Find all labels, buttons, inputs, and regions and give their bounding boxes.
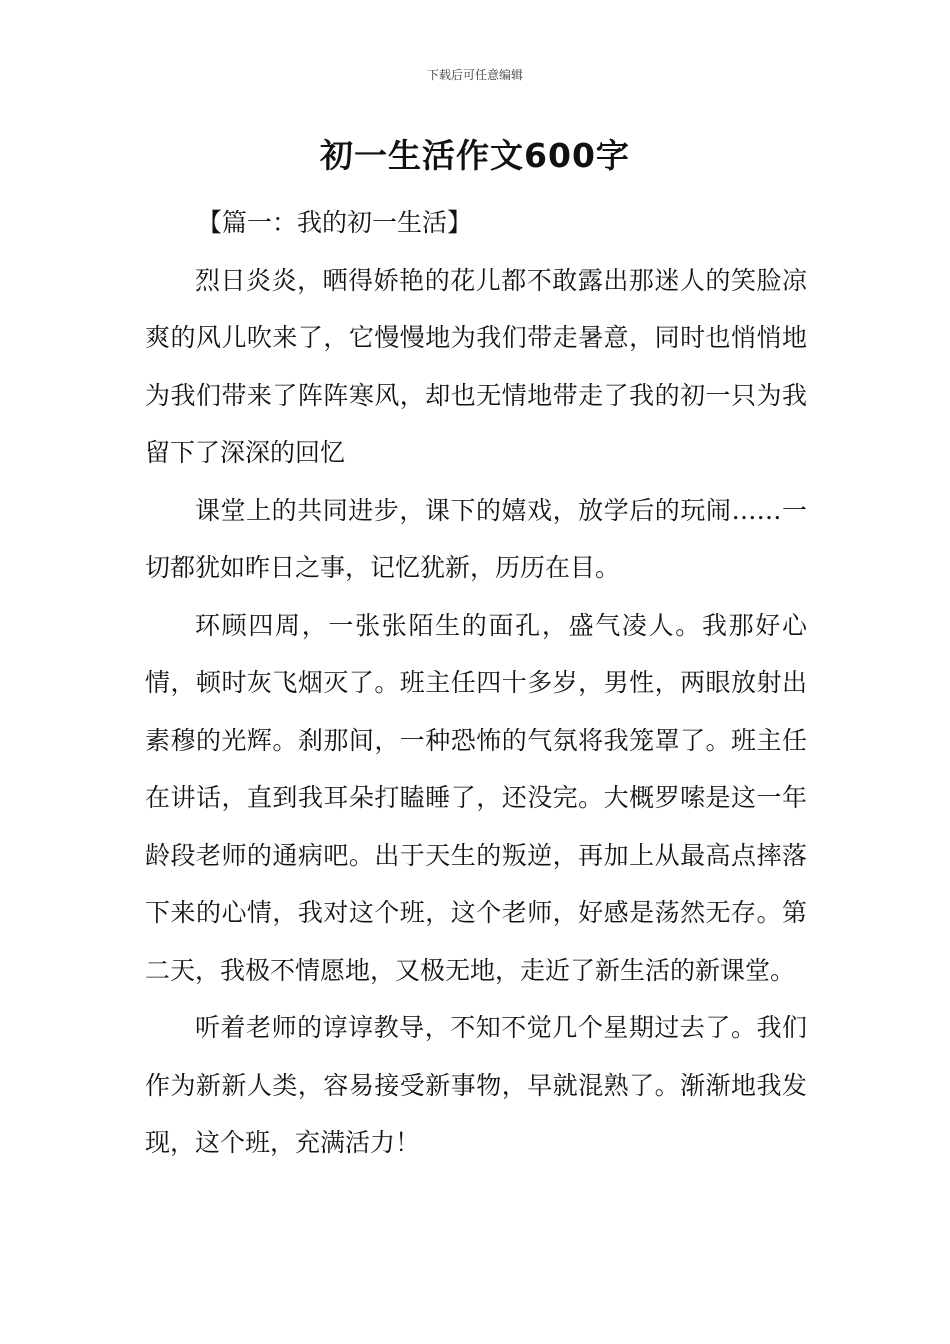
document-body xyxy=(145,194,807,1172)
section-heading: 【篇一：我的初一生活】 xyxy=(197,208,473,237)
paragraph-2: 课堂上的共同进步，课下的嬉戏，放学后的玩闹……一切都犹如昨日之事，记忆犹新，历历在目。 xyxy=(145,495,807,582)
paragraph-3: 环顾四周，一张张陌生的面孔，盛气凌人。我那好心情，顿时灰飞烟灭了。班主任四十多岁，男性，两眼放射出素穆的光辉。刹那间，一种恐怖的气氛将我笼罩了。班主任在讲话，直到我耳朵打瞌睡了，还没完。大概罗嗦是这一年龄段老师的通病吧。出于天生的叛逆，再加上从最高点摔落下来的心情，我对这个班，这个老师，好感是荡然无存。第二天，我极不情愿地，又极无地，走近了新生活的新课堂。 xyxy=(145,610,807,985)
document-title: 初一生活作文600字 xyxy=(320,136,630,175)
header-note: 下载后可任意编辑 xyxy=(426,68,523,82)
paragraph-4: 听着老师的谆谆教导，不知不觉几个星期过去了。我们作为新新人类，容易接受新事物，早就混熟了。渐渐地我发现，这个班，充满活力！ xyxy=(145,1013,807,1157)
paragraph-1: 烈日炎炎，晒得娇艳的花儿都不敢露出那迷人的笑脸凉爽的风儿吹来了，它慢慢地为我们带走暑意，同时也悄悄地为我们带来了阵阵寒风，却也无情地带走了我的初一只为我留下了深深的回忆 xyxy=(145,265,807,467)
